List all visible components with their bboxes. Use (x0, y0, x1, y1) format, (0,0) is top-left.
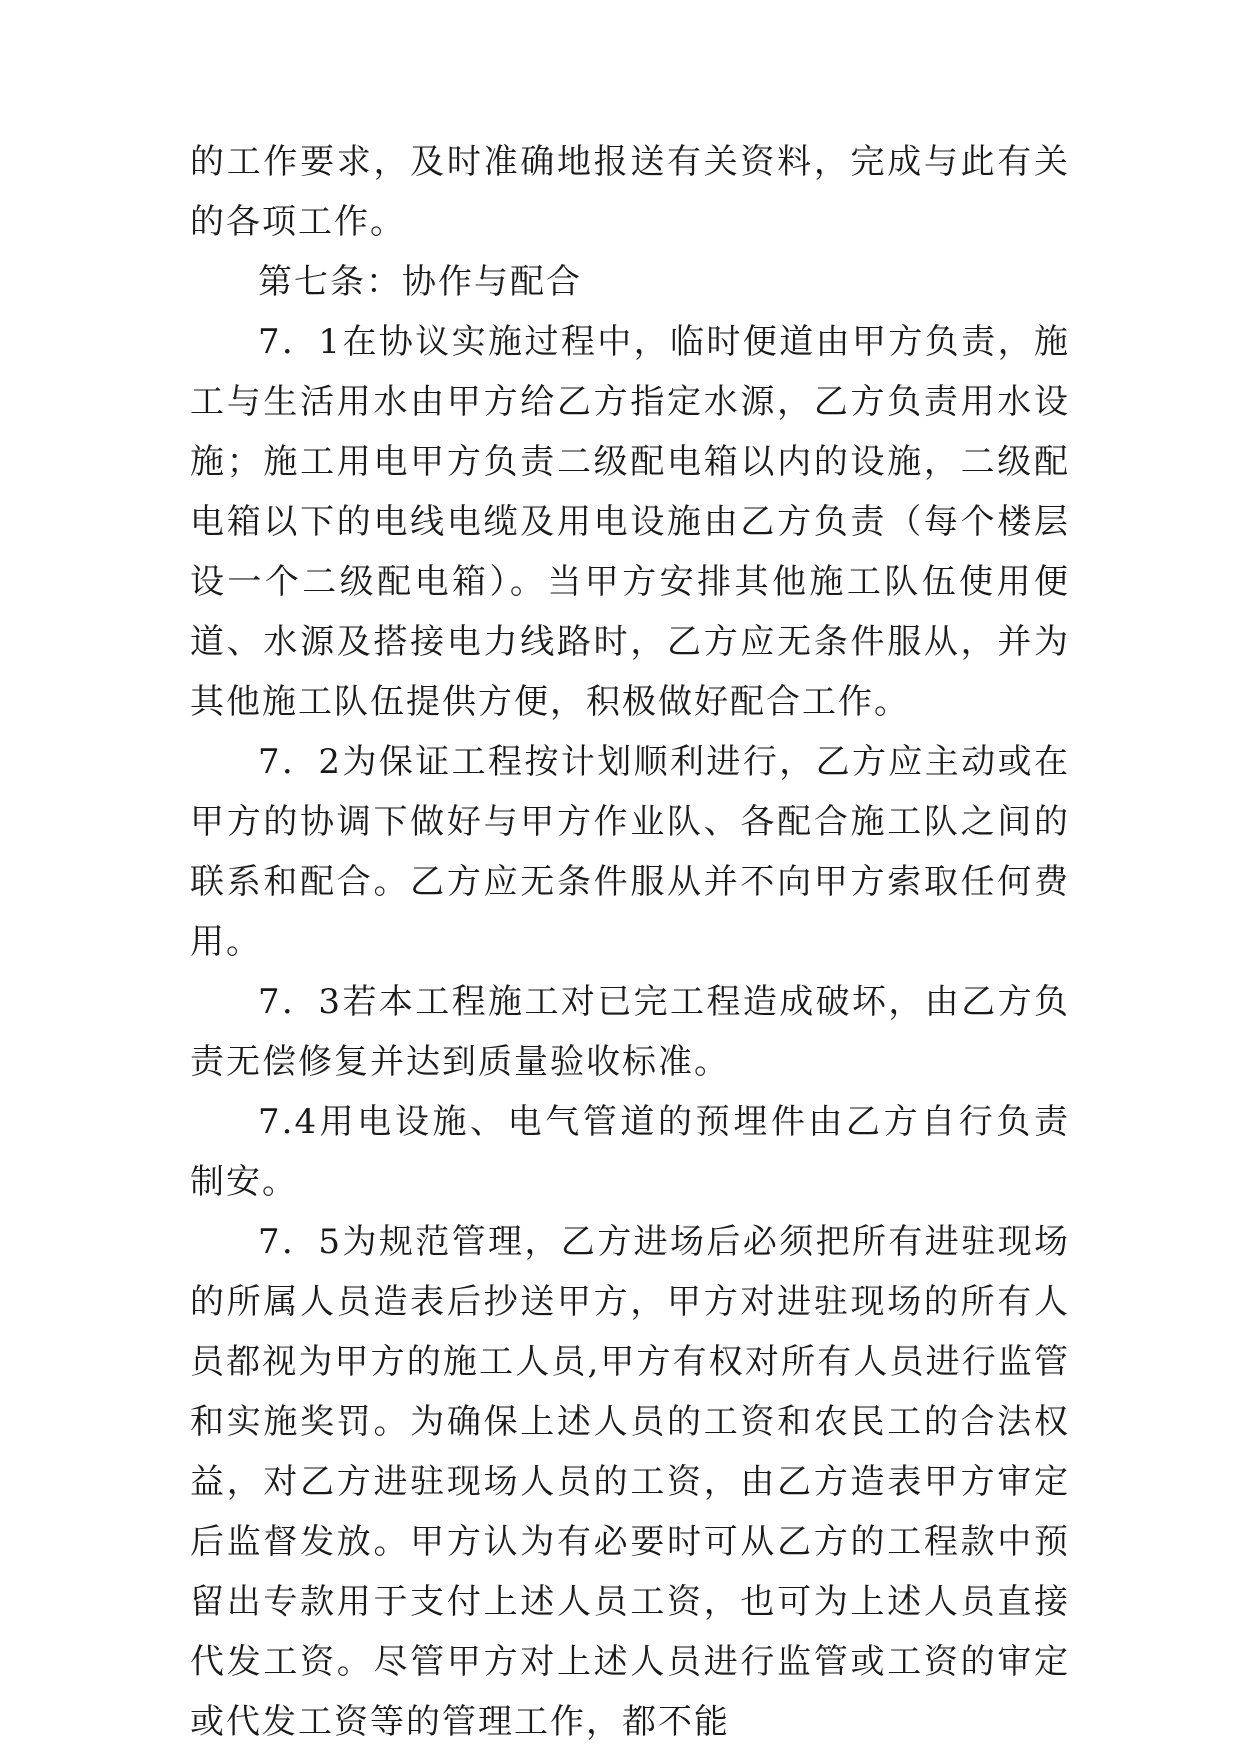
clause-7-1: 7．1在协议实施过程中，临时便道由甲方负责，施工与生活用水由甲方给乙方指定水源，乙方负责用水设施；施工用电甲方负责二级配电箱以内的设施，二级配电箱以下的电线电缆及用电设施由乙方负责（每个楼层设一个二级配电箱）。当甲方安排其他施工队伍使用便道、水源及搭接电力线路时，乙方应无条件服从，并为其他施工队伍提供方便，积极做好配合工作。 (190, 322, 1070, 722)
clause-7-2: 7．2为保证工程按计划顺利进行，乙方应主动或在甲方的协调下做好与甲方作业队、各配合施工队之间的联系和配合。乙方应无条件服从并不向甲方索取任何费用。 (190, 742, 1070, 962)
clause-7-5: 7．5为规范管理，乙方进场后必须把所有进驻现场的所属人员造表后抄送甲方，甲方对进驻现场的所有人员都视为甲方的施工人员,甲方有权对所有人员进行监管和实施奖罚。为确保上述人员的工资和农民工的合法权益，对乙方进驻现场人员的工资，由乙方造表甲方审定后监督发放。甲方认为有必要时可从乙方的工程款中预留出专款用于支付上述人员工资，也可为上述人员直接代发工资。尽管甲方对上述人员进行监管或工资的审定或代发工资等的管理工作，都不能 (190, 1222, 1070, 1742)
section-heading-article-7: 第七条：协作与配合 (258, 262, 582, 302)
clause-7-4: 7.4用电设施、电气管道的预埋件由乙方自行负责制安。 (190, 1102, 1070, 1202)
clause-7-3: 7．3若本工程施工对已完工程造成破坏，由乙方负责无偿修复并达到质量验收标准。 (190, 982, 1070, 1082)
paragraph-continuation: 的工作要求，及时准确地报送有关资料，完成与此有关的各项工作。 (190, 142, 1070, 242)
document-page (190, 132, 1070, 1752)
